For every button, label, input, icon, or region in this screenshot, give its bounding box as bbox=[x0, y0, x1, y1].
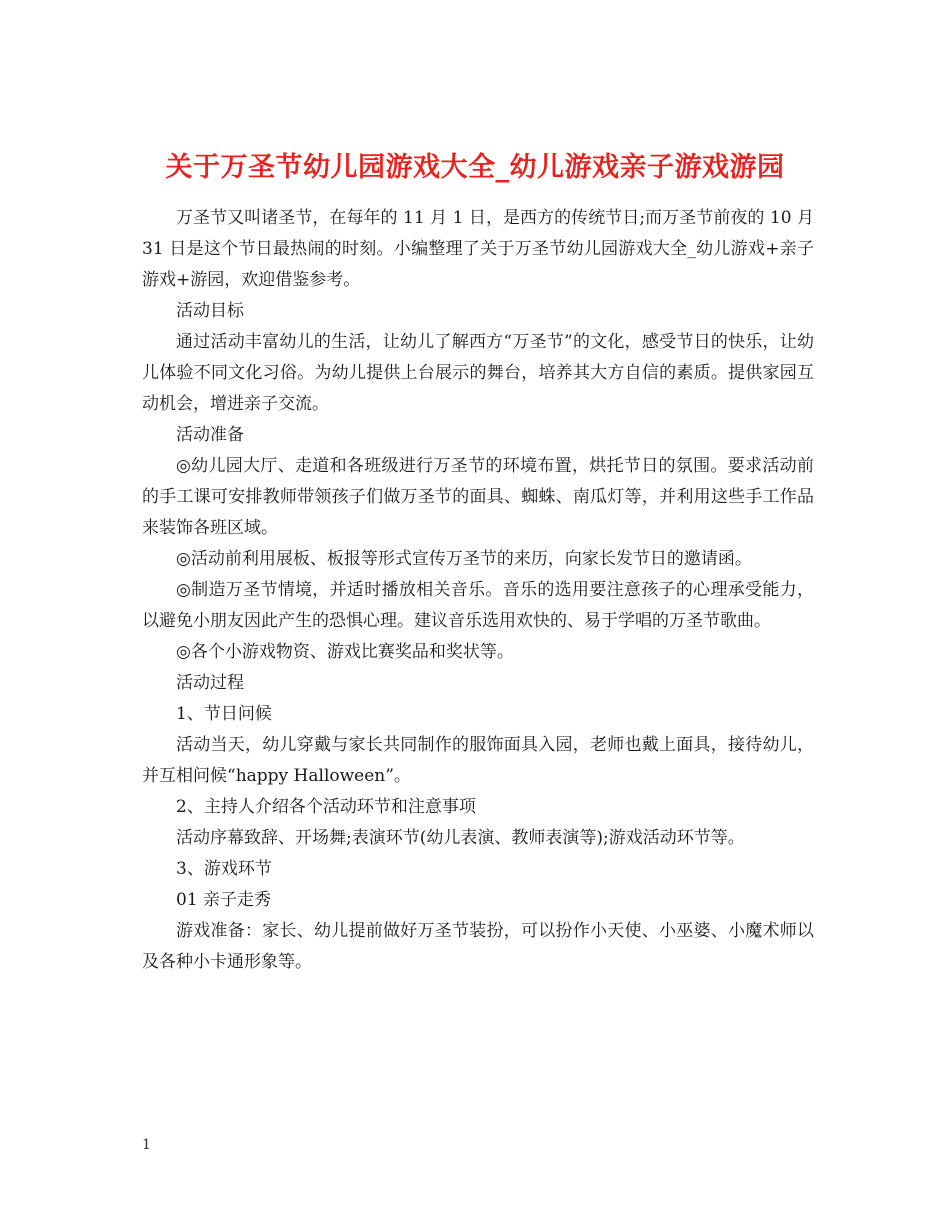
intro-paragraph: 万圣节又叫诸圣节，在每年的 11 月 1 日，是西方的传统节日;而万圣节前夜的 10 月 31 日是这个节日最热闹的时刻。小编整理了关于万圣节幼儿园游戏大全_幼儿游戏+亲子游戏+游园，欢迎借鉴参考。 bbox=[142, 208, 814, 290]
preparation-item-1: ◎幼儿园大厅、走道和各班级进行万圣节的环境布置，烘托节日的氛围。要求活动前的手工课可安排教师带领孩子们做万圣节的面具、蜘蛛、南瓜灯等，并利用这些手工作品来装饰各班区域。 bbox=[142, 456, 814, 538]
heading-activity-preparation: 活动准备 bbox=[176, 425, 244, 445]
step-2-heading: 2、主持人介绍各个活动环节和注意事项 bbox=[176, 797, 476, 817]
page-number: 1 bbox=[142, 1137, 151, 1153]
step-1-paragraph: 活动当天，幼儿穿戴与家长共同制作的服饰面具入园，老师也戴上面具，接待幼儿，并互相问候“happy Halloween”。 bbox=[142, 735, 814, 786]
heading-activity-process: 活动过程 bbox=[176, 673, 244, 693]
step-1-heading: 1、节日问候 bbox=[176, 704, 272, 724]
preparation-item-2: ◎活动前利用展板、板报等形式宣传万圣节的来历，向家长发节日的邀请函。 bbox=[176, 549, 752, 569]
heading-activity-goals: 活动目标 bbox=[176, 301, 244, 321]
goals-paragraph: 通过活动丰富幼儿的生活，让幼儿了解西方“万圣节”的文化，感受节日的快乐，让幼儿体验不同文化习俗。为幼儿提供上台展示的舞台，培养其大方自信的素质。提供家园互动机会，增进亲子交流。 bbox=[142, 332, 814, 414]
game-01-heading: 01 亲子走秀 bbox=[176, 890, 272, 910]
preparation-item-4: ◎各个小游戏物资、游戏比赛奖品和奖状等。 bbox=[176, 642, 514, 662]
document-title: 关于万圣节幼儿园游戏大全_幼儿游戏亲子游戏游园 bbox=[165, 152, 785, 184]
game-01-preparation: 游戏准备：家长、幼儿提前做好万圣节装扮，可以扮作小天使、小巫婆、小魔术师以及各种小卡通形象等。 bbox=[142, 921, 814, 972]
preparation-item-3: ◎制造万圣节情境，并适时播放相关音乐。音乐的选用要注意孩子的心理承受能力，以避免小朋友因此产生的恐惧心理。建议音乐选用欢快的、易于学唱的万圣节歌曲。 bbox=[142, 580, 814, 631]
step-2-paragraph: 活动序幕致辞、开场舞;表演环节(幼儿表演、教师表演等);游戏活动环节等。 bbox=[176, 828, 745, 848]
step-3-heading: 3、游戏环节 bbox=[176, 859, 272, 879]
document-body bbox=[142, 203, 814, 978]
